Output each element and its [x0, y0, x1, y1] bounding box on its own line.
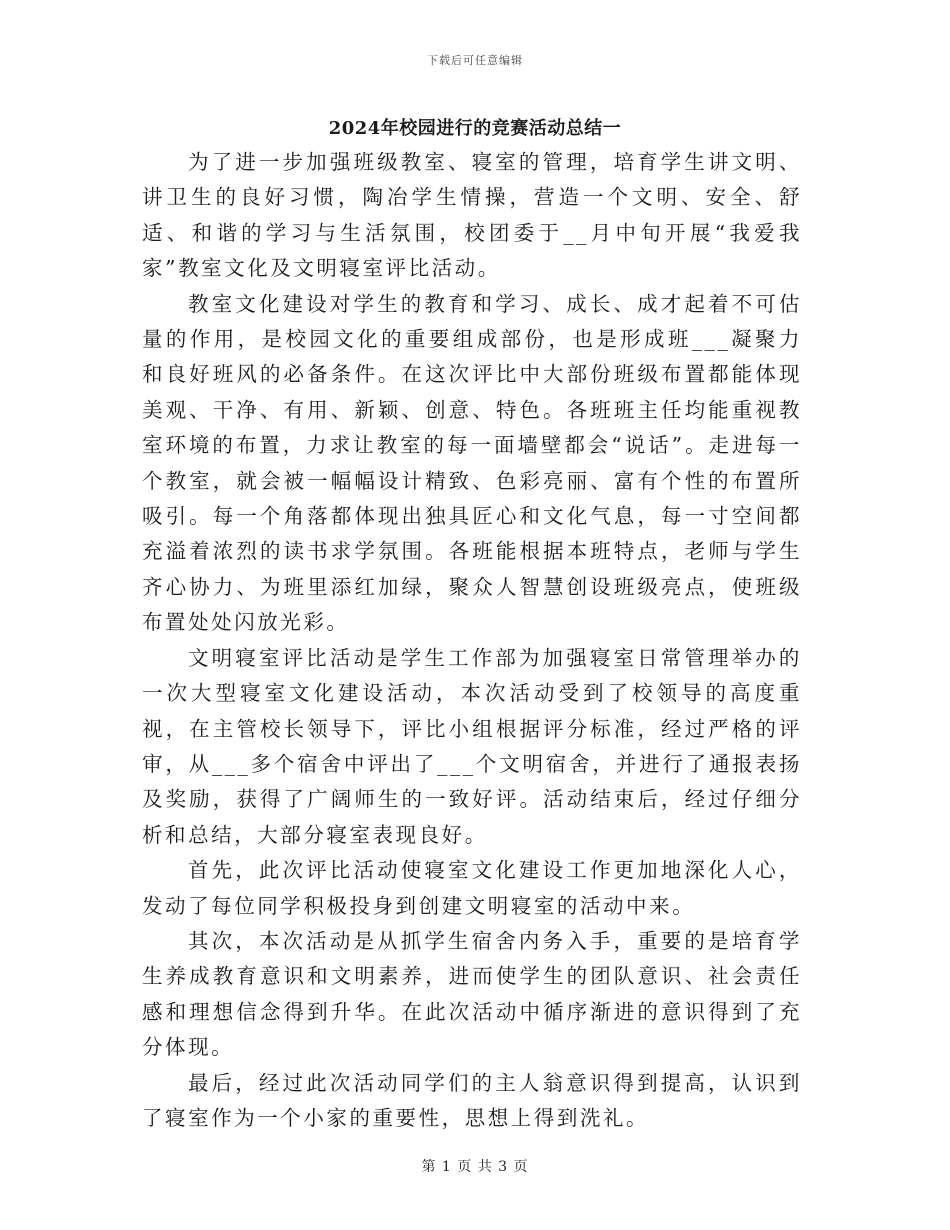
paragraph-classroom-culture: 教室文化建设对学生的教育和学习、成长、成才起着不可估量的作用，是校园文化的重要组成部份，也是形成班___凝聚力和良好班风的必备条件。在这次评比中大部份班级布置都能体现美观、干净、有用、新颖、创意、特色。各班班主任均能重视教室环境的布置，力求让教室的每一面墙壁都会“说话”。走进每一个教室，就会被一幅幅设计精致、色彩亮丽、富有个性的布置所吸引。每一个角落都体现出独具匠心和文化气息，每一寸空间都充溢着浓烈的读书求学氛围。各班能根据本班特点，老师与学生齐心协力、为班里添红加绿，聚众人智慧创设班级亮点，使班级布置处处闪放光彩。 [142, 291, 802, 635]
paragraph-dormitory-evaluation: 文明寝室评比活动是学生工作部为加强寝室日常管理举办的一次大型寝室文化建设活动，本次活动受到了校领导的高度重视，在主管校长领导下，评比小组根据评分标准，经过严格的评审，从___多个宿舍中评出了___个文明宿舍，并进行了通报表扬及奖励，获得了广阔师生的一致好评。活动结束后，经过仔细分析和总结，大部分寝室表现良好。 [142, 645, 802, 847]
paragraph-second: 其次，本次活动是从抓学生宿舍内务入手，重要的是培育学生养成教育意识和文明素养，进而使学生的团队意识、社会责任感和理想信念得到升华。在此次活动中循序渐进的意识得到了充分体现。 [142, 928, 802, 1060]
header-note: 下载后可任意编辑 [427, 54, 523, 67]
paragraph-last: 最后，经过此次活动同学们的主人翁意识得到提高，认识到了寝室作为一个小家的重要性，思想上得到洗礼。 [142, 1070, 802, 1130]
document-title: 2024年校园进行的竞赛活动总结一 [328, 118, 622, 139]
document-body [142, 145, 802, 1136]
page-number-footer: 第 1 页 共 3 页 [421, 1159, 529, 1175]
paragraph-intro: 为了进一步加强班级教室、寝室的管理，培育学生讲文明、讲卫生的良好习惯，陶冶学生情操，营造一个文明、安全、舒适、和谐的学习与生活氛围，校团委于__月中旬开展“我爱我家”教室文化及文明寝室评比活动。 [142, 150, 802, 281]
paragraph-first: 首先，此次评比活动使寝室文化建设工作更加地深化人心，发动了每位同学积极投身到创建文明寝室的活动中来。 [142, 858, 802, 918]
